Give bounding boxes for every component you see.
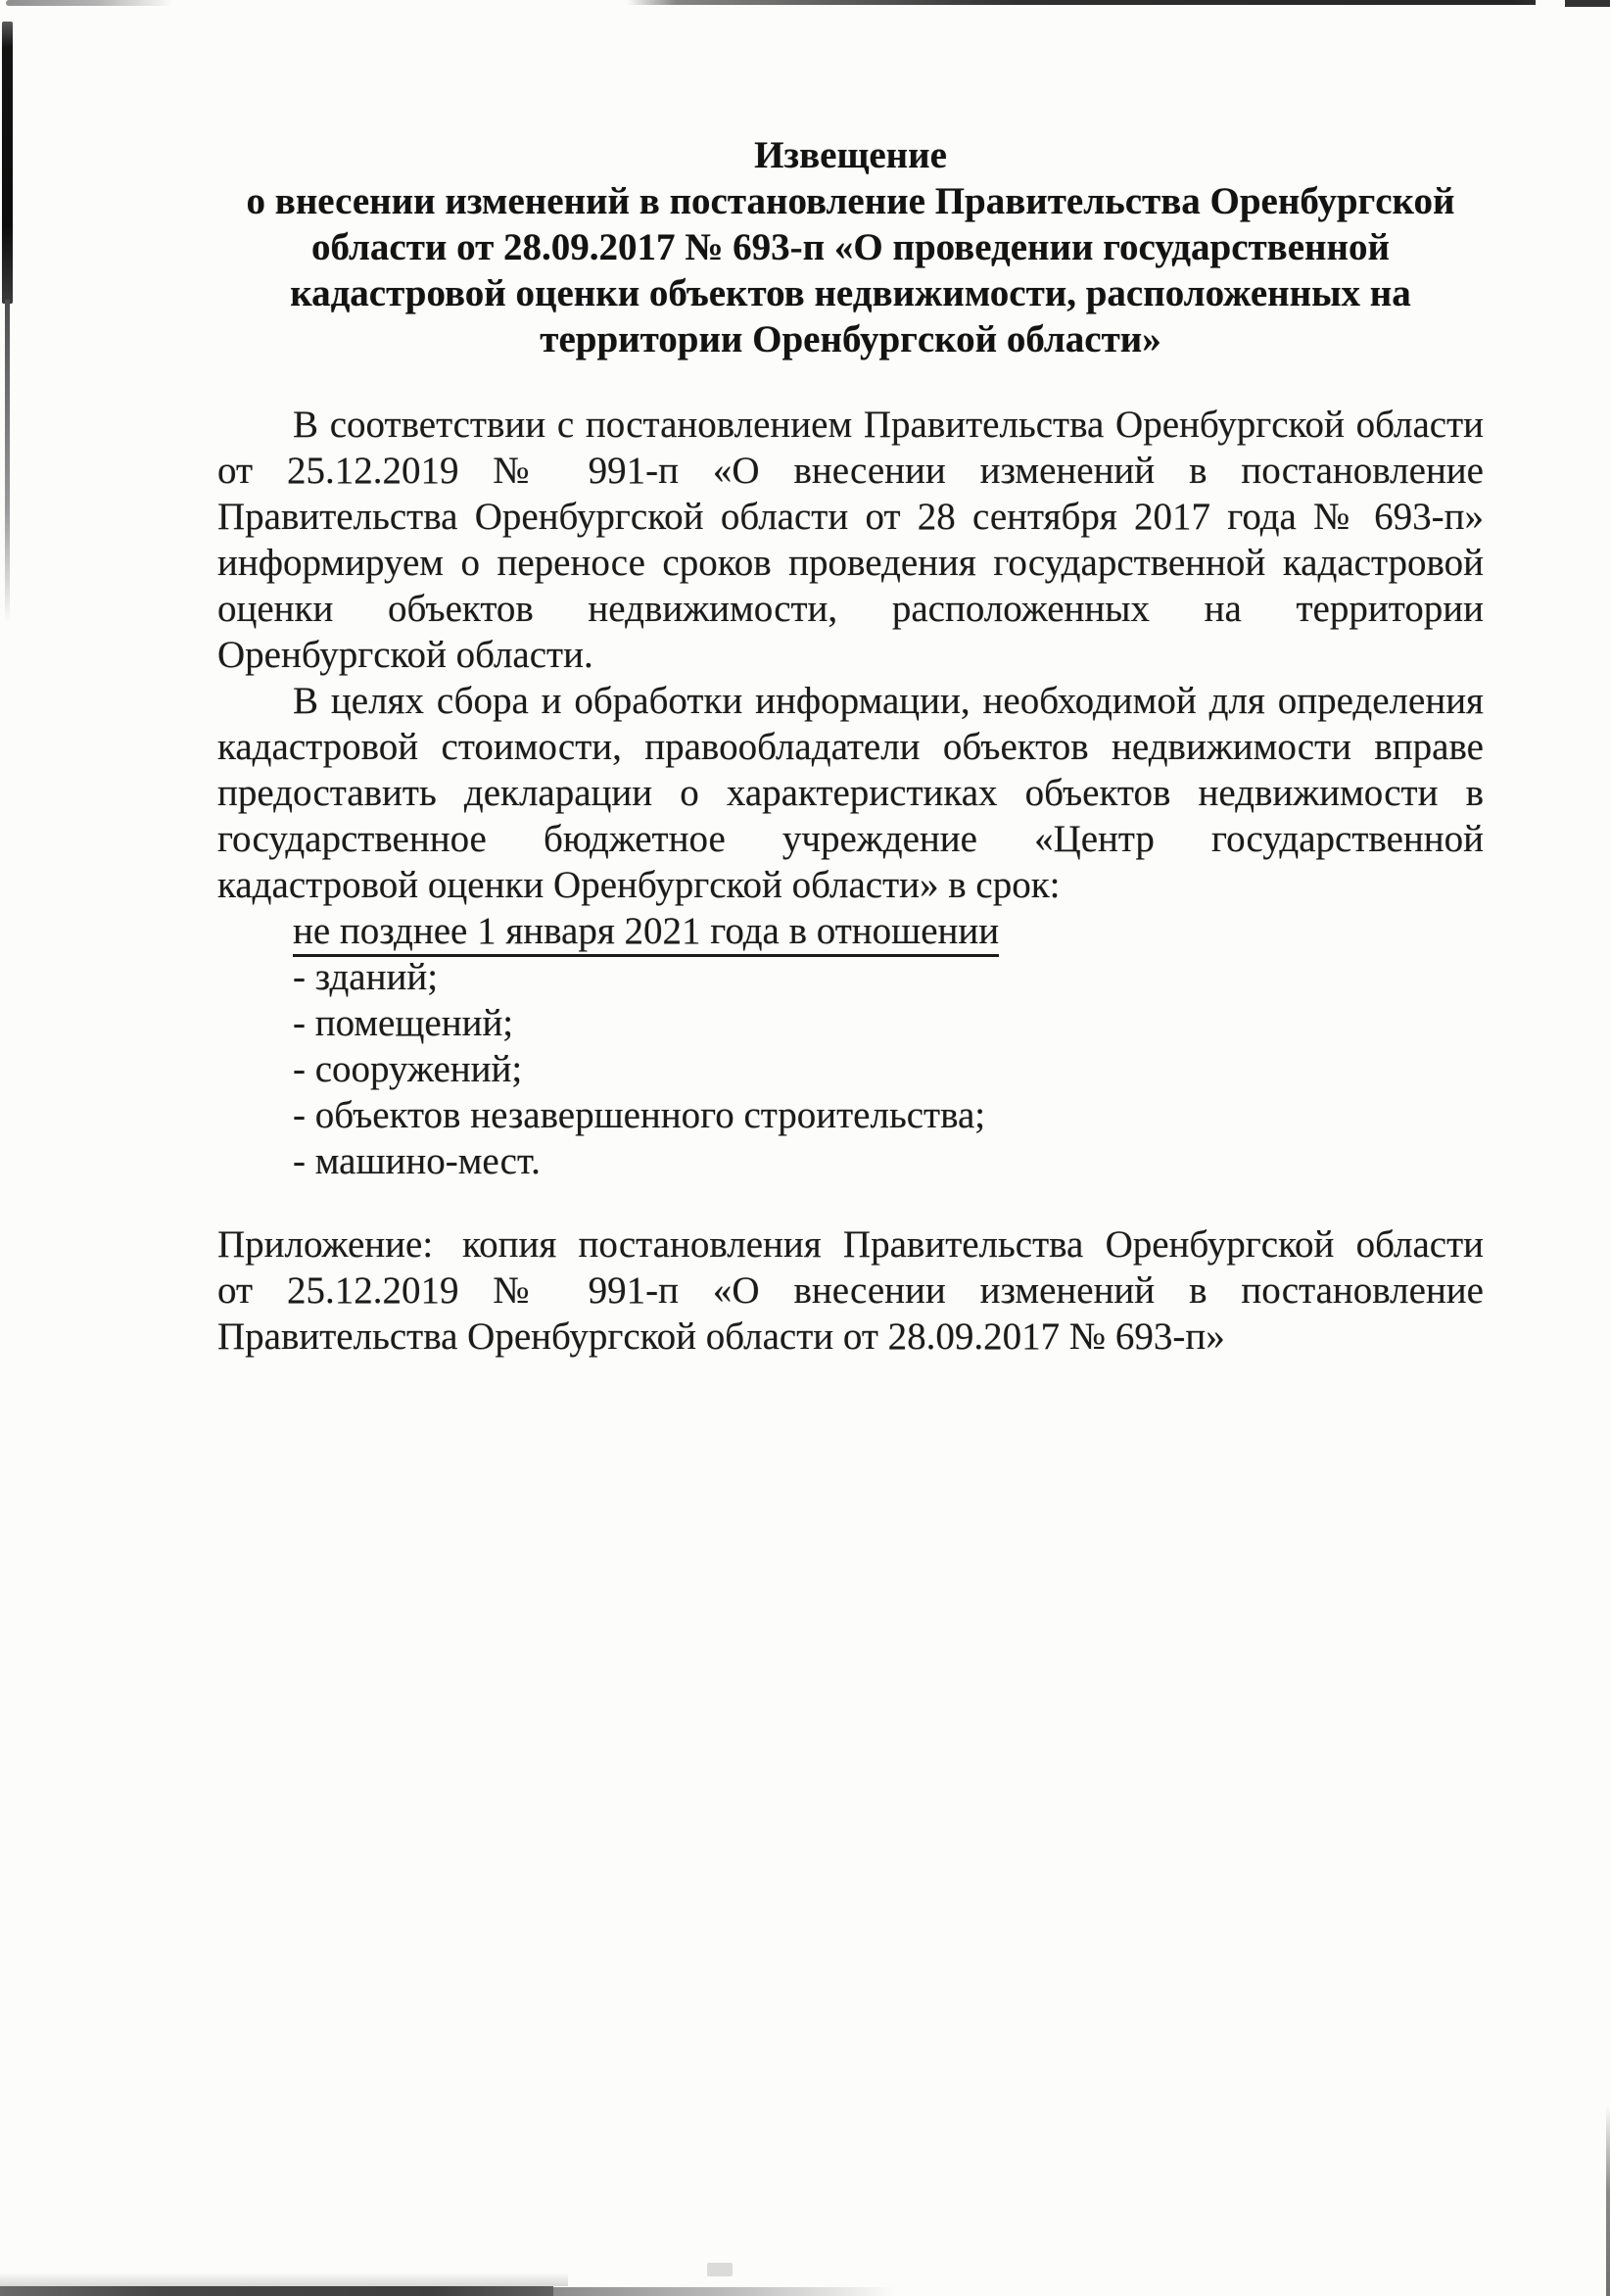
paragraph-1 <box>217 402 1484 678</box>
body-line: Оренбургской области. <box>217 634 593 676</box>
attachment-line-2: от 25.12.2019 № 991-п «О внесении изменений в постановление <box>217 1269 1484 1312</box>
object-type-list <box>217 954 1484 1184</box>
attachment-label: Приложение: <box>217 1223 434 1266</box>
body-line: кадастровой стоимости, правообладатели объектов недвижимости вправе <box>217 726 1484 768</box>
scan-artifact-bottom-bar-fade <box>553 2287 896 2296</box>
paragraph-2 <box>217 678 1484 908</box>
scan-artifact-left-edge-bar <box>2 22 13 304</box>
body-line: В соответствии с постановлением Правительства Оренбургской области <box>293 404 1484 446</box>
scan-artifact-bottom-bar <box>0 2286 553 2296</box>
document-content <box>217 132 1484 1360</box>
body-line: предоставить декларации о характеристиках объектов недвижимости в <box>217 772 1484 814</box>
title-line-2: о внесении изменений в постановление Правительства Оренбургской <box>246 180 1455 222</box>
scan-artifact-bottom-haze <box>0 2272 568 2286</box>
body-line: В целях сбора и обработки информации, необходимой для определения <box>293 680 1484 722</box>
list-item: - помещений; <box>293 1002 514 1044</box>
scan-artifact-top-edge-line <box>627 0 1610 5</box>
title-line-1: Извещение <box>754 134 947 176</box>
body-line: кадастровой оценки Оренбургской области» в срок: <box>217 864 1061 906</box>
document-title <box>217 132 1484 362</box>
scan-artifact-top-left-smudge <box>6 0 172 6</box>
scan-artifact-bottom-speck <box>707 2263 733 2276</box>
body-line: информируем о переносе сроков проведения государственной кадастровой <box>217 542 1484 584</box>
deadline-underlined-text: не позднее 1 января 2021 года в отношении <box>293 910 999 957</box>
body-line: оценки объектов недвижимости, расположенных на территории <box>217 588 1484 630</box>
list-item: - сооружений; <box>293 1048 523 1090</box>
attachment-line-3: Правительства Оренбургской области от 28.09.2017 № 693-п» <box>217 1315 1225 1358</box>
document-body <box>217 402 1484 1360</box>
scan-artifact-right-edge-line <box>1606 2106 1610 2296</box>
scan-artifact-top-edge-gap <box>1536 0 1565 6</box>
scan-artifact-top-right-corner <box>1565 0 1610 7</box>
list-item: - объектов незавершенного строительства; <box>293 1094 986 1136</box>
body-line: государственное бюджетное учреждение «Центр государственной <box>217 818 1484 860</box>
list-item: - зданий; <box>293 956 439 998</box>
list-item: - машино-мест. <box>293 1140 541 1182</box>
deadline-line <box>217 908 1484 954</box>
body-line: от 25.12.2019 № 991-п «О внесении изменений в постановление <box>217 450 1484 492</box>
attachment-line-1-text: копия постановления Правительства Оренбургской области <box>462 1223 1484 1266</box>
title-line-5: территории Оренбургской области» <box>540 318 1161 360</box>
attachment-line-1 <box>217 1221 1484 1268</box>
attachment-paragraph <box>217 1221 1484 1360</box>
scan-artifact-left-edge-line <box>5 300 10 623</box>
title-line-3: области от 28.09.2017 № 693-п «О проведении государственной <box>311 226 1390 268</box>
body-line: Правительства Оренбургской области от 28 сентября 2017 года № 693-п» <box>217 496 1484 538</box>
title-line-4: кадастровой оценки объектов недвижимости, расположенных на <box>290 272 1411 314</box>
